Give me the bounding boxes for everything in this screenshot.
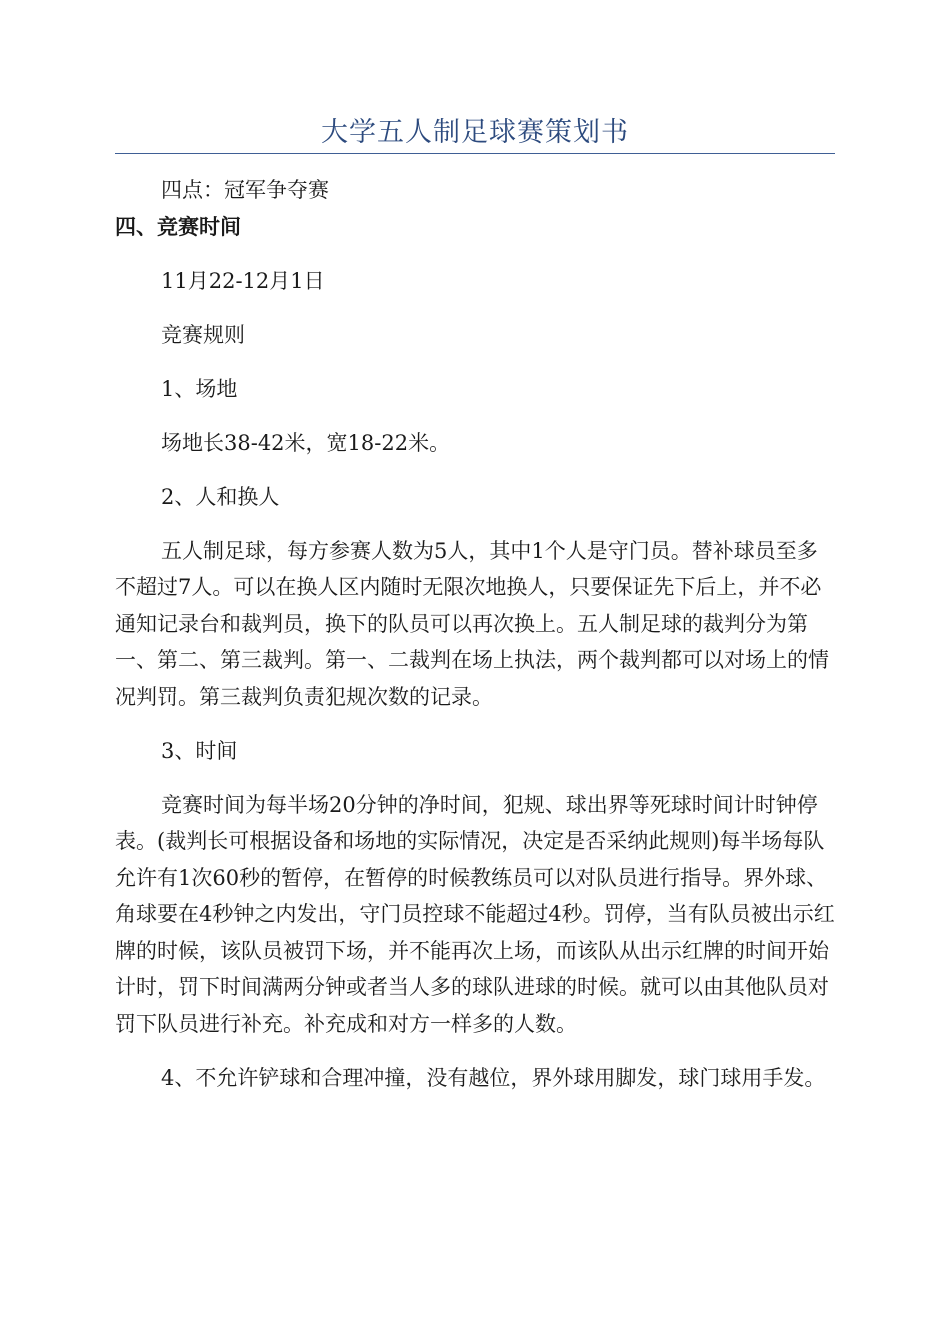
paragraph-players: 五人制足球，每方参赛人数为5人，其中1个人是守门员。替补球员至多不超过7人。可以在换人区内随时无限次地换人，只要保证先下后上，并不必通知记录台和裁判员，换下的队员可以再次换上。五人制足球的裁判分为第一、第二、第三裁判。第一、二裁判在场上执法，两个裁判都可以对场上的情况判罚。第三裁判负责犯规次数的记录。 — [115, 538, 829, 709]
subheading-time: 3、时间 — [161, 738, 238, 763]
subheading-players: 2、人和换人 — [161, 484, 280, 509]
paragraph-rule-4: 4、不允许铲球和合理冲撞，没有越位，界外球用脚发，球门球用手发。 — [161, 1065, 826, 1090]
header-divider — [115, 153, 835, 154]
page-header — [115, 112, 835, 154]
section-heading-time: 四、竞赛时间 — [115, 214, 241, 239]
document-body — [115, 172, 835, 1096]
paragraph-final-match: 四点：冠军争夺赛 — [161, 178, 329, 202]
paragraph-date-range: 11月22-12月1日 — [161, 268, 325, 293]
paragraph-rules-title: 竞赛规则 — [161, 322, 245, 347]
paragraph-field-size: 场地长38-42米，宽18-22米。 — [161, 430, 451, 455]
subheading-field: 1、场地 — [161, 376, 238, 401]
document-title: 大学五人制足球赛策划书 — [321, 117, 629, 148]
paragraph-time: 竞赛时间为每半场20分钟的净时间，犯规、球出界等死球时间计时钟停表。(裁判长可根据设备和场地的实际情况，决定是否采纳此规则)每半场每队允许有1次60秒的暂停，在暂停的时候教练员可以对队员进行指导。界外球、角球要在4秒钟之内发出，守门员控球不能超过4秒。罚停，当有队员被出示红牌的时候，该队员被罚下场，并不能再次上场，而该队从出示红牌的时间开始计时，罚下时间满两分钟或者当人多的球队进球的时候。就可以由其他队员对罚下队员进行补充。补充成和对方一样多的人数。 — [115, 792, 835, 1036]
